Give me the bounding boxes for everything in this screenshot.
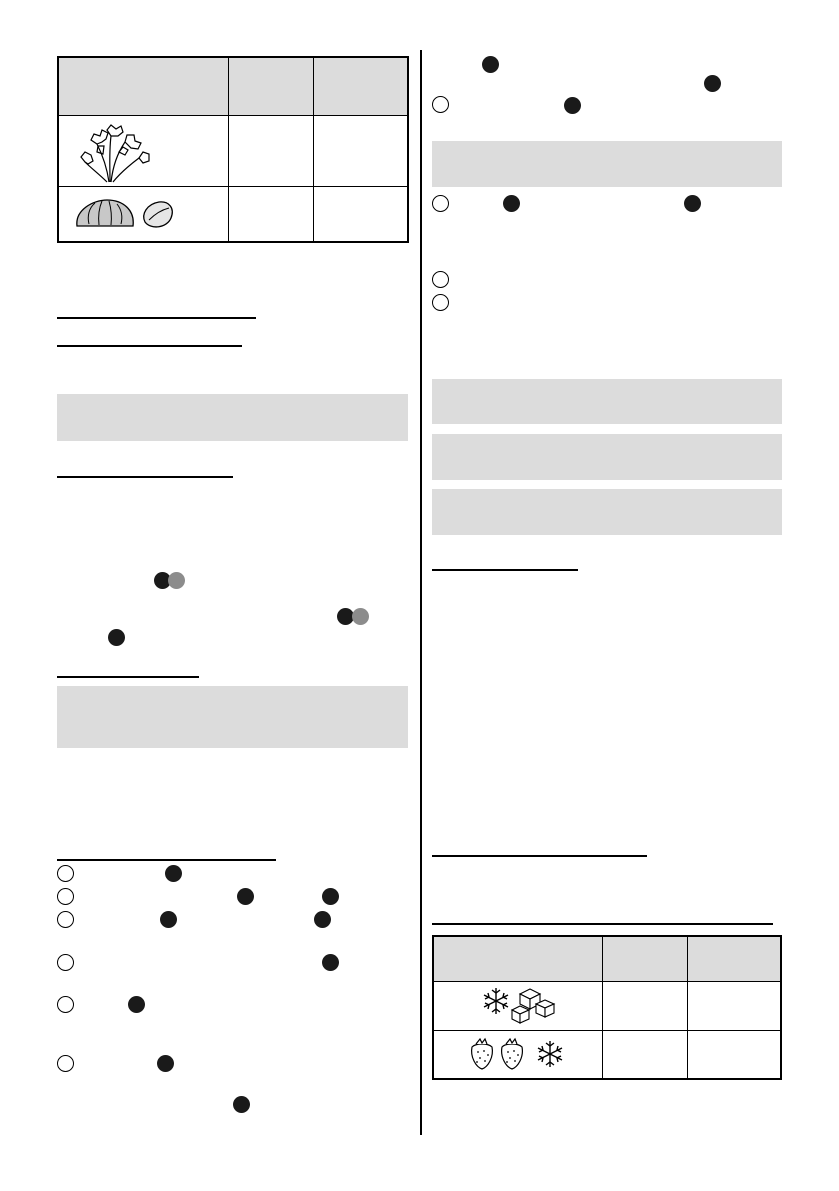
table-cell xyxy=(603,981,688,1030)
table-row xyxy=(433,981,781,1030)
reference-dot-icon xyxy=(233,1096,250,1113)
strawberry-icon xyxy=(472,1039,493,1069)
reference-dot-icon xyxy=(168,572,185,589)
column-divider xyxy=(420,50,422,1135)
subsection-heading-underline xyxy=(432,923,773,925)
fresh-food-table xyxy=(57,56,409,243)
table-header-cell xyxy=(229,57,314,115)
table-icon-cell xyxy=(58,115,229,186)
frozen-food-table xyxy=(432,935,782,1080)
table-icon-cell xyxy=(58,187,229,242)
note-box xyxy=(432,489,782,535)
reference-dot-icon xyxy=(503,195,520,212)
reference-dot-icon xyxy=(128,996,145,1013)
section-heading-underline xyxy=(57,317,256,319)
note-box xyxy=(57,394,408,441)
table-row xyxy=(58,187,408,242)
snowflake-ice-cubes-icon xyxy=(478,984,558,1028)
reference-dot-icon xyxy=(564,97,581,114)
table-icon-cell xyxy=(433,981,603,1030)
step-number-icon xyxy=(57,865,74,882)
table-cell xyxy=(603,1030,688,1079)
herbs-icon xyxy=(77,118,157,184)
note-box xyxy=(432,379,782,424)
reference-dot-icon xyxy=(704,75,721,92)
reference-dot-icon xyxy=(160,911,177,928)
table-cell xyxy=(314,187,409,242)
reference-dot-icon xyxy=(237,888,254,905)
subsection-heading-underline xyxy=(57,676,199,678)
step-number-icon xyxy=(57,996,74,1013)
table-header-cell xyxy=(314,57,409,115)
table-cell xyxy=(229,187,314,242)
step-number-icon xyxy=(432,271,449,288)
reference-dot-icon xyxy=(165,865,182,882)
table-header-row xyxy=(58,57,408,115)
strawberries-snowflake-icon xyxy=(466,1035,570,1073)
table-header-cell xyxy=(603,936,688,981)
snowflake-icon xyxy=(538,1041,562,1067)
note-box xyxy=(432,141,782,187)
step-number-icon xyxy=(57,911,74,928)
note-box xyxy=(57,686,408,748)
snowflake-icon xyxy=(484,988,508,1014)
table-header-cell xyxy=(688,936,782,981)
table-row xyxy=(58,115,408,186)
bread-icon xyxy=(71,196,181,232)
reference-dot-icon xyxy=(482,56,499,73)
subsection-heading-underline xyxy=(57,476,233,478)
table-cell xyxy=(688,981,782,1030)
table-header-cell xyxy=(58,57,229,115)
table-row xyxy=(433,1030,781,1079)
strawberry-icon xyxy=(502,1039,523,1069)
step-number-icon xyxy=(57,888,74,905)
table-header-row xyxy=(433,936,781,981)
table-cell xyxy=(229,115,314,186)
step-number-icon xyxy=(432,195,449,212)
note-box xyxy=(432,434,782,480)
table-cell xyxy=(688,1030,782,1079)
step-number-icon xyxy=(57,954,74,971)
table-header-cell xyxy=(433,936,603,981)
reference-dot-icon xyxy=(157,1055,174,1072)
table-icon-cell xyxy=(433,1030,603,1079)
reference-dot-icon xyxy=(322,954,339,971)
ice-cubes-icon xyxy=(512,989,554,1023)
reference-dot-icon xyxy=(108,629,125,646)
subsection-heading-underline xyxy=(432,569,578,571)
reference-dot-icon xyxy=(314,911,331,928)
step-number-icon xyxy=(432,294,449,311)
section-heading-underline xyxy=(57,859,276,861)
section-heading-underline xyxy=(432,855,647,857)
step-number-icon xyxy=(432,96,449,113)
reference-dot-icon xyxy=(322,888,339,905)
subsection-heading-underline xyxy=(57,345,242,347)
table-cell xyxy=(314,115,409,186)
reference-dot-icon xyxy=(352,608,369,625)
reference-dot-icon xyxy=(684,195,701,212)
step-number-icon xyxy=(57,1055,74,1072)
